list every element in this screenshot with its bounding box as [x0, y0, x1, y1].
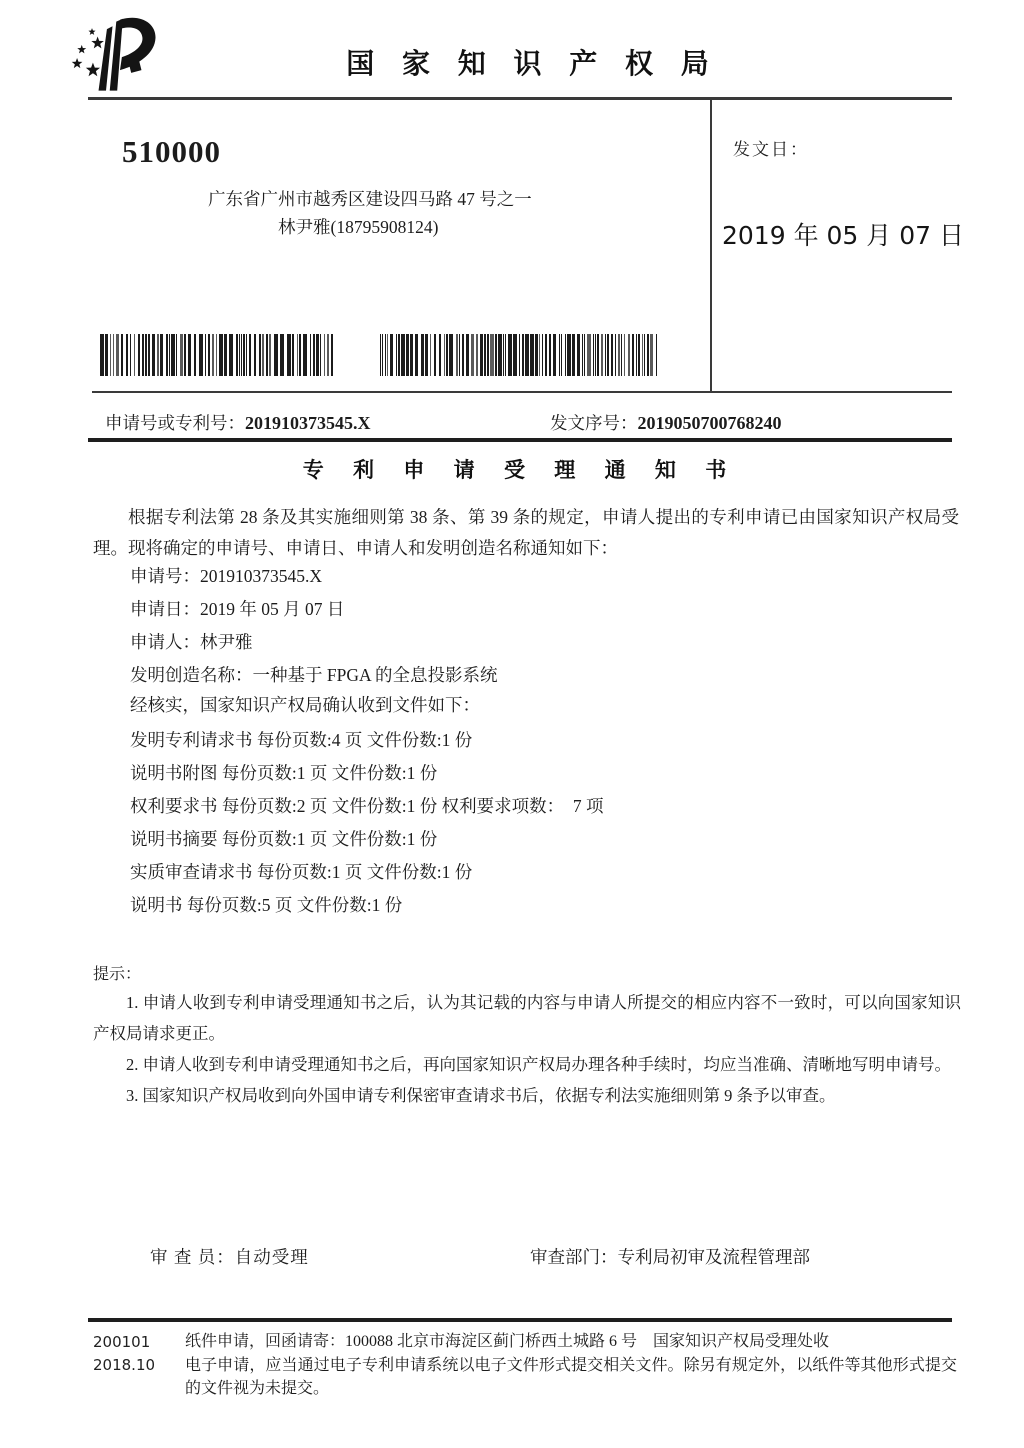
form-date: 2018.10	[93, 1356, 156, 1374]
received-doc-item: 发明专利请求书 每份页数:4 页 文件份数:1 份	[130, 730, 473, 750]
notice-title: 专 利 申 请 受 理 通 知 书	[302, 458, 738, 482]
postal-code: 510000	[122, 134, 221, 169]
received-documents-intro: 经核实，国家知识产权局确认收到文件如下：	[130, 695, 480, 715]
footer-divider	[88, 1318, 952, 1322]
received-doc-item: 实质审查请求书 每份页数:1 页 文件份数:1 份	[130, 862, 473, 882]
note-item: 2. 申请人收到专利申请受理通知书之后，再向国家知识产权局办理各种手续时，均应当准确、清晰地写明申请号。	[126, 1055, 951, 1074]
received-doc-item: 说明书附图 每份页数:1 页 文件份数:1 份	[130, 763, 438, 783]
department-row	[530, 1244, 810, 1269]
received-doc-item: 说明书 每份页数:5 页 文件份数:1 份	[130, 895, 403, 915]
field-application-number: 申请号：201910373545.X	[130, 566, 323, 586]
application-number-value: 201910373545.X	[245, 413, 371, 433]
department-label: 审查部门：	[530, 1247, 618, 1267]
received-doc-item: 权利要求书 每份页数:2 页 文件份数:1 份 权利要求项数： 7 项	[130, 796, 604, 816]
footer-paper-line: 纸件申请，回函请寄：100088 北京市海淀区蓟门桥西土城路 6 号 国家知识产权局受理处收	[185, 1333, 830, 1350]
received-documents-list	[130, 724, 603, 922]
issue-box-divider	[710, 100, 712, 391]
application-number-label: 申请号或专利号：	[105, 413, 245, 433]
serial-number-value: 2019050700768240	[637, 413, 782, 433]
field-application-date: 申请日：2019 年 05 月 07 日	[130, 599, 345, 619]
examiner-row	[150, 1244, 309, 1269]
serial-number-row	[550, 410, 782, 435]
recipient-address: 广东省广州市越秀区建设四马路 47 号之一	[208, 189, 532, 209]
form-code: 200101	[93, 1333, 151, 1351]
application-fields	[130, 560, 498, 692]
note-item: 3. 国家知识产权局收到向外国申请专利保密审查请求书后，依据专利法实施细则第 9 条予以审查。	[126, 1086, 836, 1105]
received-doc-item: 说明书摘要 每份页数:1 页 文件份数:1 份	[130, 829, 438, 849]
intro-paragraph: 根据专利法第 28 条及其实施细则第 38 条、第 39 条的规定，申请人提出的专利申请已由国家知识产权局受理。现将确定的申请号、申请日、申请人和发明创造名称通知如下：	[93, 507, 959, 558]
address-section-divider	[92, 391, 952, 393]
notes-list	[93, 987, 961, 1111]
numbers-row-divider	[88, 438, 952, 442]
header-divider	[88, 97, 952, 100]
issue-date-label: 发文日：	[733, 140, 809, 159]
note-item: 1. 申请人收到专利申请受理通知书之后，认为其记载的内容与申请人所提交的相应内容不一致时，可以向国家知识产权局请求更正。	[93, 993, 961, 1043]
field-applicant: 申请人：林尹雅	[130, 632, 253, 652]
footer-electronic-line: 电子申请，应当通过电子专利申请系统以电子文件形式提交相关文件。除另有规定外，以纸件等其他形式提交的文件视为未提交。	[185, 1356, 957, 1397]
recipient-name: 林尹雅(18795908124)	[278, 217, 439, 237]
serial-number-label: 发文序号：	[550, 413, 638, 433]
field-invention-title: 发明创造名称：一种基于 FPGA 的全息投影系统	[130, 665, 498, 685]
examiner-value: 自动受理	[234, 1247, 309, 1267]
issue-date-value: 2019 年 05 月 07 日	[722, 221, 964, 250]
barcode-right	[380, 334, 662, 376]
notes-label: 提示：	[93, 966, 142, 983]
department-value: 专利局初审及流程管理部	[617, 1247, 810, 1267]
agency-title: 国 家 知 识 产 权 局	[346, 47, 718, 80]
barcode-left	[100, 334, 336, 376]
form-codes	[93, 1331, 155, 1377]
examiner-label: 审 查 员：	[150, 1247, 235, 1267]
application-number-row	[105, 410, 371, 435]
footer-instructions	[185, 1330, 957, 1401]
